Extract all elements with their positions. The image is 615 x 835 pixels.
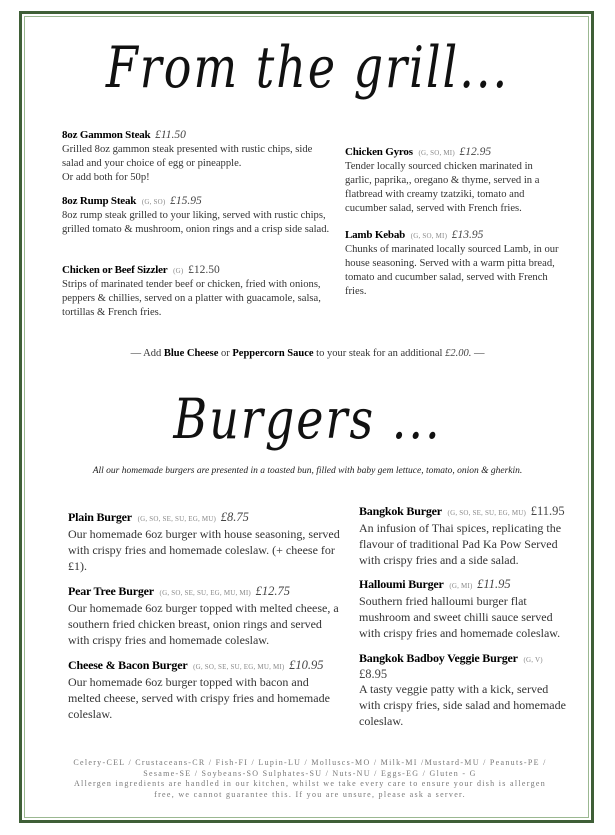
allergen-disclaimer: Allergen ingredients are handled in our kitchen, whilst we take every care to ensure your dish is allergen free, we cannot guarantee this. If you are unsure, please ask a server. (73, 779, 547, 799)
item-name: Bangkok Burger (359, 504, 442, 518)
menu-item-lamb-kebab (345, 228, 560, 299)
menu-item-cheese-bacon-burger (68, 658, 340, 722)
item-price: £11.50 (155, 129, 186, 141)
item-name: Chicken or Beef Sizzler (62, 264, 168, 276)
item-price: £15.95 (170, 195, 202, 207)
steak-addon-note (0, 348, 615, 359)
allergen-key: Celery-CEL / Crustaceans-CR / Fish-FI / Lupin-LU / Molluscs-MO / Milk-MI /Mustard-MU / Peanuts-PE / Sesame-SE / Soybeans-SO Sulphates-SU / Nuts-NU / Eggs-EG / Gluten - G (73, 758, 547, 778)
item-name: Plain Burger (68, 510, 132, 524)
item-description: Southern fried halloumi burger flat mushroom and sweet chilli sauce served with crispy fries and homemade coleslaw. (359, 594, 561, 640)
addon-prefix: — Add (130, 348, 164, 359)
item-description: Our homemade 6oz burger topped with melted cheese, a southern fried chicken breast, onion rings and served with crispy fries and homemade coleslaw. (68, 601, 339, 647)
item-price: £11.95 (477, 577, 511, 591)
addon-option-peppercorn: Peppercorn Sauce (232, 348, 314, 359)
item-description: An infusion of Thai spices, replicating the flavour of traditional Pad Ka Pow Served with crispy fries and a side salad. (359, 521, 562, 567)
item-allergens: (G, SO, SE, SU, EG, MU, MI) (193, 663, 285, 671)
burgers-intro: All our homemade burgers are presented in a toasted bun, filled with baby gem lettuce, tomato, onion & gherkin. (92, 466, 523, 476)
item-allergens: (G, V) (523, 656, 543, 664)
item-description: Our homemade 6oz burger topped with bacon and melted cheese, served with crispy fries and homemade coleslaw. (68, 675, 330, 721)
allergen-footer (70, 758, 550, 800)
menu-item-gammon-steak (62, 128, 334, 185)
item-note: Or add both for 50p! (62, 172, 150, 183)
item-allergens: (G, SO, MI) (410, 232, 448, 240)
item-allergens: (G, SO, MI) (418, 149, 455, 157)
item-description: Tender locally sourced chicken marinated in garlic, paprika,, oregano & thyme, served in a flatbread with creamy tzatziki, tomato and cucumber salad, served with French fries. (345, 161, 540, 214)
menu-item-sizzler (62, 263, 334, 320)
menu-item-halloumi-burger (359, 577, 569, 641)
item-allergens: (G, SO, SE, SU, EG, MU) (447, 509, 527, 517)
item-price: £12.75 (255, 584, 290, 598)
section-title-grill: From the grill... (105, 33, 510, 101)
item-name: Halloumi Burger (359, 577, 444, 591)
item-description: A tasty veggie patty with a kick, served with crispy fries, side salad and homemade coleslaw. (359, 682, 566, 728)
item-price: £13.95 (451, 229, 484, 241)
item-allergens: (G, SO, SE, SU, EG, MU) (137, 515, 217, 523)
item-name: 8oz Rump Steak (62, 195, 137, 207)
addon-price: £2.00. (445, 348, 472, 359)
menu-item-pear-tree-burger (68, 584, 340, 648)
menu-item-chicken-gyros (345, 145, 560, 216)
item-name: Bangkok Badboy Veggie Burger (359, 651, 518, 665)
addon-or: or (218, 348, 233, 359)
addon-option-blue-cheese: Blue Cheese (163, 348, 219, 359)
item-allergens: (G) (173, 267, 184, 275)
item-allergens: (G, SO) (141, 198, 166, 206)
item-name: Cheese & Bacon Burger (68, 658, 188, 672)
item-name: 8oz Gammon Steak (62, 129, 151, 141)
menu-item-bangkok-badboy-veggie-burger (359, 651, 569, 729)
item-description: Chunks of marinated locally sourced Lamb, in our house seasoning. Served with a warm pitta bread, tomato and cucumber salad, served with French fries. (345, 244, 559, 297)
menu-item-rump-steak (62, 194, 334, 237)
item-description: Grilled 8oz gammon steak presented with rustic chips, side salad and your choice of egg or pineapple. (62, 144, 313, 169)
item-description: Strips of marinated tender beef or chicken, fried with onions, peppers & chillies, served on a platter with guacamole, salsa, tortillas & French fries. (62, 279, 321, 318)
item-name: Pear Tree Burger (68, 584, 154, 598)
item-price: £12.95 (459, 146, 492, 158)
item-price: £11.95 (530, 504, 565, 518)
menu-item-bangkok-burger (359, 504, 569, 568)
item-allergens: (G, SO, SE, SU, EG, MU, MI) (159, 589, 251, 597)
menu-item-plain-burger (68, 510, 340, 574)
item-name: Chicken Gyros (345, 146, 413, 158)
addon-suffix: to your steak for an additional (313, 348, 446, 359)
item-description: Our homemade 6oz burger with house seasoning, served with crispy fries and homemade coleslaw. (+ cheese for £1). (68, 527, 340, 573)
item-price: £8.95 (359, 667, 388, 681)
item-price: £12.50 (188, 264, 220, 276)
item-allergens: (G, MI) (449, 582, 473, 590)
addon-end: — (471, 348, 485, 359)
item-price: £8.75 (220, 510, 249, 524)
item-name: Lamb Kebab (345, 229, 406, 241)
section-title-burgers: Burgers ... (173, 386, 442, 452)
item-description: 8oz rump steak grilled to your liking, served with rustic chips, grilled tomato & mushroom, onion rings and a crisp side salad. (62, 210, 330, 235)
item-price: £10.95 (289, 658, 324, 672)
